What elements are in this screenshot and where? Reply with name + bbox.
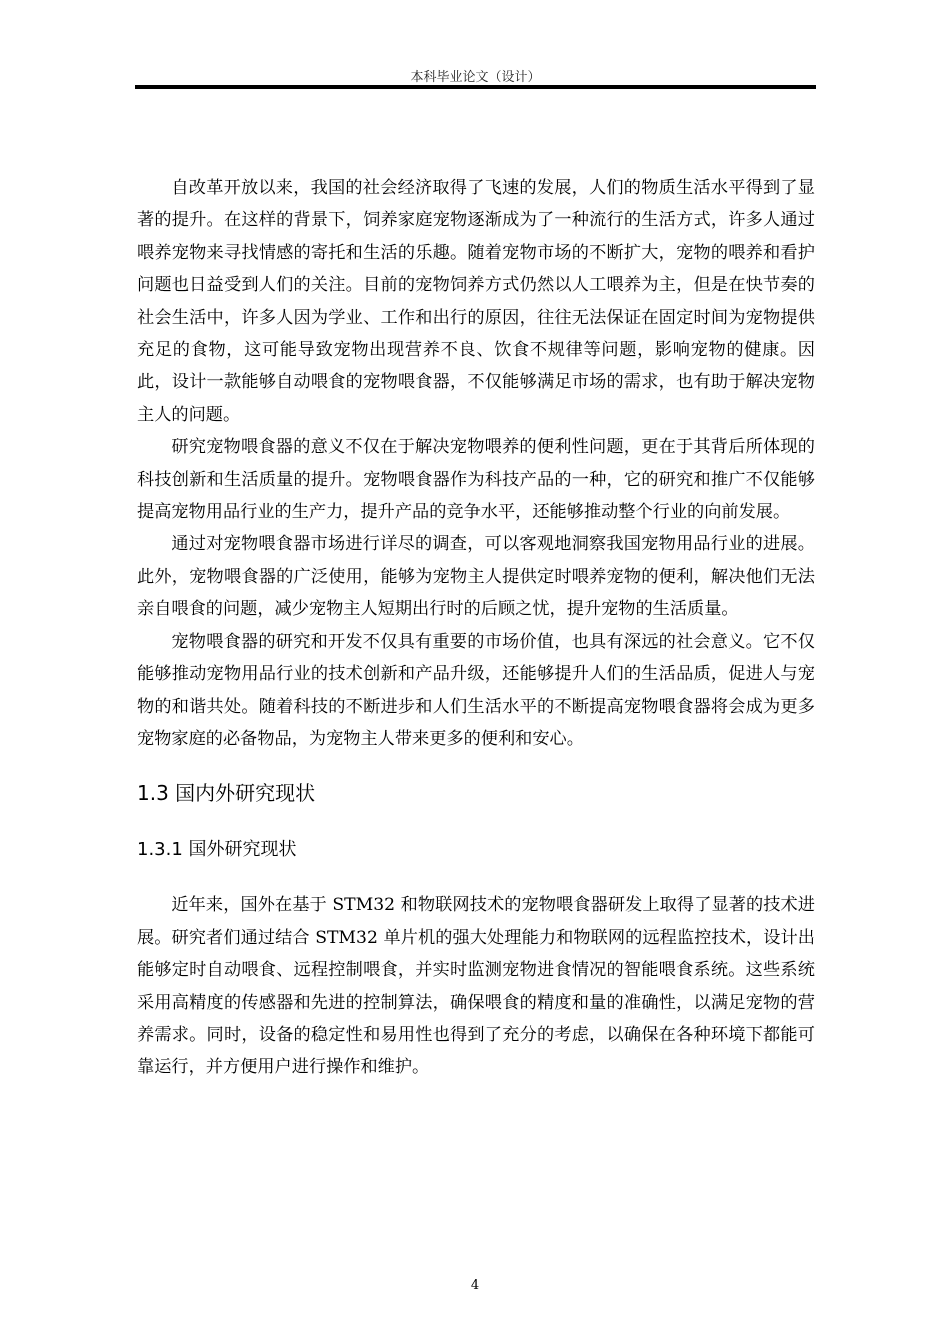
section-heading: 1.3 国内外研究现状 — [137, 781, 316, 806]
paragraph-social-value: 宠物喂食器的研究和开发不仅具有重要的市场价值，也具有深远的社会意义。它不仅能够推动宠物用品行业的技术创新和产品升级，还能够提升人们的生活品质，促进人与宠物的和谐共处。随着科技的不断进步和人们生活水平的不断提高宠物喂食器将会成为更多宠物家庭的必备物品，为宠物主人带来更多的便利和安心。 — [137, 631, 815, 749]
paragraph-significance: 研究宠物喂食器的意义不仅在于解决宠物喂养的便利性问题，更在于其背后所体现的科技创新和生活质量的提升。宠物喂食器作为科技产品的一种，它的研究和推广不仅能够提高宠物用品行业的生产力，提升产品的竞争水平，还能够推动整个行业的向前发展。 — [137, 437, 815, 523]
running-header-title: 本科毕业论文（设计） — [410, 70, 541, 85]
paragraph-foreign-research: 近年来，国外在基于 STM32 和物联网技术的宠物喂食器研发上取得了显著的技术进展。研究者们通过结合 STM32 单片机的强大处理能力和物联网的远程监控技术，设计出能够定时自动喂食、远程控制喂食，并实时监测宠物进食情况的智能喂食系统。这些系统采用高精度的传感器和先进的控制算法，确保喂食的精度和量的准确性，以满足宠物的营养需求。同时，设备的稳定性和易用性也得到了充分的考虑，以确保在各种环境下都能可靠运行，并方便用户进行操作和维护。 — [137, 895, 815, 1078]
header-divider — [135, 85, 816, 89]
page-number: 4 — [470, 1278, 480, 1293]
paragraph-background: 自改革开放以来，我国的社会经济取得了飞速的发展，人们的物质生活水平得到了显著的提升。在这样的背景下，饲养家庭宠物逐渐成为了一种流行的生活方式，许多人通过喂养宠物来寻找情感的寄托和生活的乐趣。随着宠物市场的不断扩大，宠物的喂养和看护问题也日益受到人们的关注。目前的宠物饲养方式仍然以人工喂养为主，但是在快节奏的社会生活中，许多人因为学业、工作和出行的原因，往往无法保证在固定时间为宠物提供充足的食物，这可能导致宠物出现营养不良、饮食不规律等问题，影响宠物的健康。因此，设计一款能够自动喂食的宠物喂食器，不仅能够满足市场的需求，也有助于解决宠物主人的问题。 — [137, 178, 815, 425]
subsection-heading: 1.3.1 国外研究现状 — [137, 839, 297, 861]
paragraph-market-survey: 通过对宠物喂食器市场进行详尽的调查，可以客观地洞察我国宠物用品行业的进展。此外，宠物喂食器的广泛使用，能够为宠物主人提供定时喂养宠物的便利，解决他们无法亲自喂食的问题，减少宠物主人短期出行时的后顾之忧，提升宠物的生活质量。 — [137, 534, 815, 620]
main-body — [137, 172, 815, 1084]
